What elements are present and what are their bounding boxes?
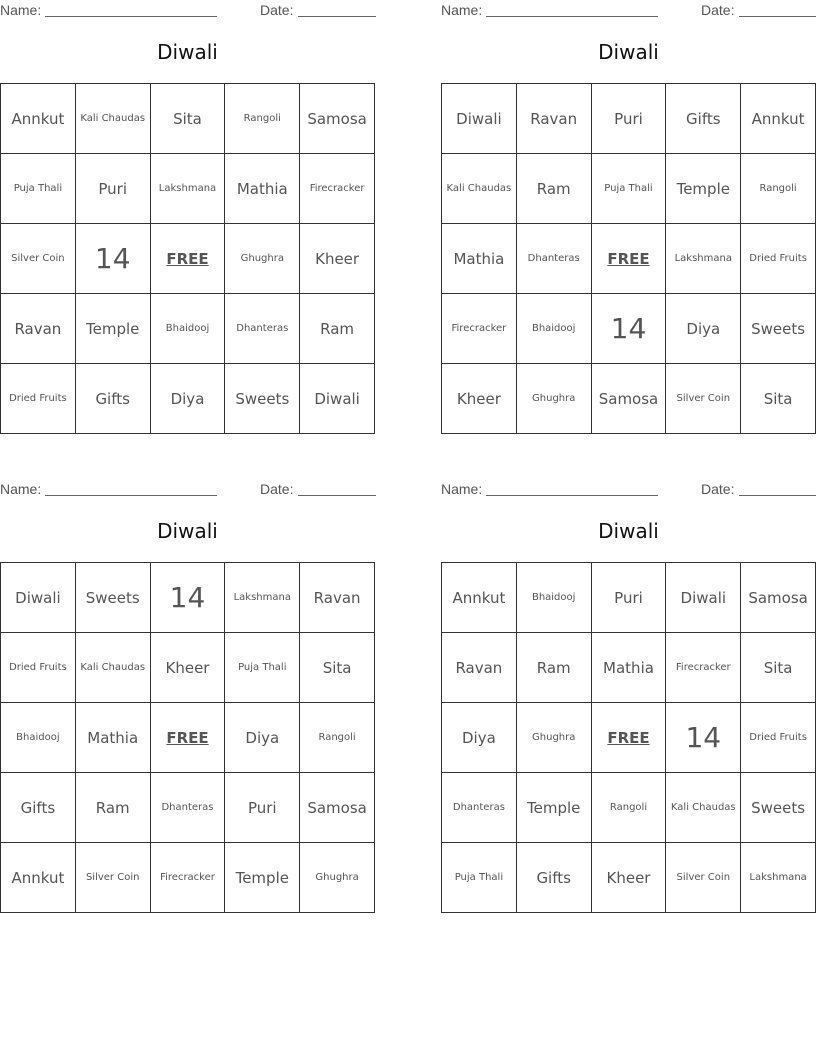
bingo-card-1: [0, 0, 376, 408]
bingo-cell: Annkut: [442, 563, 517, 633]
bingo-cell: Rangoli: [300, 703, 375, 773]
bingo-cell: Lakshmana: [225, 563, 300, 633]
bingo-cell: Kali Chaudas: [76, 84, 151, 154]
bingo-cell: Rangoli: [225, 84, 300, 154]
bingo-cell: 14: [666, 703, 741, 773]
date-line: [739, 16, 816, 17]
bingo-cell: Dhanteras: [442, 773, 517, 843]
bingo-cell: Ghughra: [225, 224, 300, 294]
bingo-cell: Ghughra: [517, 703, 592, 773]
bingo-cell: Firecracker: [442, 294, 517, 364]
bingo-cell: Diya: [151, 364, 226, 434]
bingo-cell: Diya: [225, 703, 300, 773]
bingo-cell: Diya: [442, 703, 517, 773]
bingo-cell: Sweets: [76, 563, 151, 633]
bingo-cell: Annkut: [741, 84, 816, 154]
bingo-cell: Kheer: [442, 364, 517, 434]
bingo-cell: Temple: [517, 773, 592, 843]
bingo-cell: 14: [151, 563, 226, 633]
bingo-cell: Ram: [517, 154, 592, 224]
bingo-cell: Gifts: [517, 843, 592, 913]
bingo-cell: Kheer: [592, 843, 667, 913]
card-title: Diwali: [598, 519, 659, 543]
name-line: [486, 16, 658, 17]
bingo-cell: Diwali: [442, 84, 517, 154]
bingo-cell: Gifts: [666, 84, 741, 154]
bingo-card-2: [441, 0, 816, 408]
bingo-cell: Puri: [225, 773, 300, 843]
bingo-cell: Samosa: [300, 773, 375, 843]
free-cell: FREE: [151, 224, 226, 294]
bingo-cell: Mathia: [225, 154, 300, 224]
bingo-cell: Kali Chaudas: [442, 154, 517, 224]
free-cell: FREE: [592, 224, 667, 294]
bingo-cell: Dhanteras: [517, 224, 592, 294]
name-label: Name:: [0, 481, 42, 497]
bingo-cell: Ram: [300, 294, 375, 364]
bingo-cell: Ghughra: [300, 843, 375, 913]
bingo-cell: Puja Thali: [1, 154, 76, 224]
bingo-cell: Puri: [592, 84, 667, 154]
bingo-cell: Firecracker: [151, 843, 226, 913]
bingo-cell: Dried Fruits: [741, 703, 816, 773]
bingo-cell: Diwali: [1, 563, 76, 633]
bingo-cell: Silver Coin: [666, 843, 741, 913]
date-line: [298, 16, 376, 17]
bingo-cell: Gifts: [1, 773, 76, 843]
name-label: Name:: [0, 2, 42, 18]
bingo-cell: Rangoli: [592, 773, 667, 843]
bingo-card-3: [0, 479, 376, 887]
name-label: Name:: [441, 481, 483, 497]
bingo-cell: Samosa: [300, 84, 375, 154]
bingo-cell: Dried Fruits: [1, 633, 76, 703]
card-header: [0, 479, 376, 499]
bingo-cell: Puri: [592, 563, 667, 633]
bingo-cell: Ravan: [442, 633, 517, 703]
bingo-cell: Kali Chaudas: [666, 773, 741, 843]
bingo-cell: Lakshmana: [666, 224, 741, 294]
date-line: [739, 495, 816, 496]
bingo-cell: Firecracker: [300, 154, 375, 224]
bingo-grid: [0, 83, 375, 434]
bingo-cell: Temple: [76, 294, 151, 364]
bingo-cell: Mathia: [592, 633, 667, 703]
date-label: Date:: [701, 481, 735, 497]
card-header: [441, 479, 816, 499]
bingo-cell: Dried Fruits: [1, 364, 76, 434]
bingo-cell: Annkut: [1, 84, 76, 154]
bingo-cell: 14: [592, 294, 667, 364]
bingo-cell: Puja Thali: [442, 843, 517, 913]
bingo-cell: Sita: [741, 364, 816, 434]
bingo-cell: Sita: [300, 633, 375, 703]
name-line: [486, 495, 658, 496]
bingo-cell: Bhaidooj: [517, 294, 592, 364]
bingo-card-4: [441, 479, 816, 887]
bingo-cell: Bhaidooj: [1, 703, 76, 773]
name-line: [45, 16, 217, 17]
bingo-cell: Rangoli: [741, 154, 816, 224]
bingo-cell: Lakshmana: [151, 154, 226, 224]
bingo-cell: Ravan: [300, 563, 375, 633]
date-label: Date:: [260, 2, 294, 18]
bingo-cell: Silver Coin: [1, 224, 76, 294]
bingo-cell: Diya: [666, 294, 741, 364]
bingo-cell: Dried Fruits: [741, 224, 816, 294]
bingo-cell: Puja Thali: [225, 633, 300, 703]
date-label: Date:: [260, 481, 294, 497]
bingo-cell: Ravan: [1, 294, 76, 364]
free-cell: FREE: [592, 703, 667, 773]
bingo-cell: Sweets: [741, 773, 816, 843]
bingo-cell: Sita: [741, 633, 816, 703]
bingo-cell: Ram: [517, 633, 592, 703]
card-header: [0, 0, 376, 20]
bingo-cell: Kheer: [151, 633, 226, 703]
bingo-cell: Firecracker: [666, 633, 741, 703]
bingo-cell: Silver Coin: [76, 843, 151, 913]
card-header: [441, 0, 816, 20]
date-line: [298, 495, 376, 496]
bingo-cell: Temple: [225, 843, 300, 913]
bingo-cell: Ram: [76, 773, 151, 843]
bingo-cell: Bhaidooj: [151, 294, 226, 364]
bingo-cell: 14: [76, 224, 151, 294]
bingo-cell: Dhanteras: [225, 294, 300, 364]
date-label: Date:: [701, 2, 735, 18]
bingo-cell: Silver Coin: [666, 364, 741, 434]
bingo-cell: Bhaidooj: [517, 563, 592, 633]
name-label: Name:: [441, 2, 483, 18]
bingo-cell: Mathia: [442, 224, 517, 294]
bingo-cell: Sweets: [741, 294, 816, 364]
bingo-grid: [441, 562, 816, 913]
bingo-cell: Annkut: [1, 843, 76, 913]
bingo-cell: Samosa: [592, 364, 667, 434]
bingo-grid: [441, 83, 816, 434]
bingo-cell: Dhanteras: [151, 773, 226, 843]
bingo-cell: Gifts: [76, 364, 151, 434]
card-title: Diwali: [157, 40, 218, 64]
card-title: Diwali: [157, 519, 218, 543]
name-line: [45, 495, 217, 496]
free-cell: FREE: [151, 703, 226, 773]
bingo-cell: Lakshmana: [741, 843, 816, 913]
bingo-cell: Sweets: [225, 364, 300, 434]
bingo-cell: Kali Chaudas: [76, 633, 151, 703]
bingo-cell: Puja Thali: [592, 154, 667, 224]
bingo-cell: Ghughra: [517, 364, 592, 434]
bingo-cell: Kheer: [300, 224, 375, 294]
bingo-cell: Samosa: [741, 563, 816, 633]
bingo-cell: Ravan: [517, 84, 592, 154]
bingo-cell: Mathia: [76, 703, 151, 773]
bingo-cell: Sita: [151, 84, 226, 154]
bingo-cell: Diwali: [666, 563, 741, 633]
bingo-cell: Diwali: [300, 364, 375, 434]
card-title: Diwali: [598, 40, 659, 64]
bingo-grid: [0, 562, 375, 913]
bingo-cell: Temple: [666, 154, 741, 224]
bingo-cell: Puri: [76, 154, 151, 224]
